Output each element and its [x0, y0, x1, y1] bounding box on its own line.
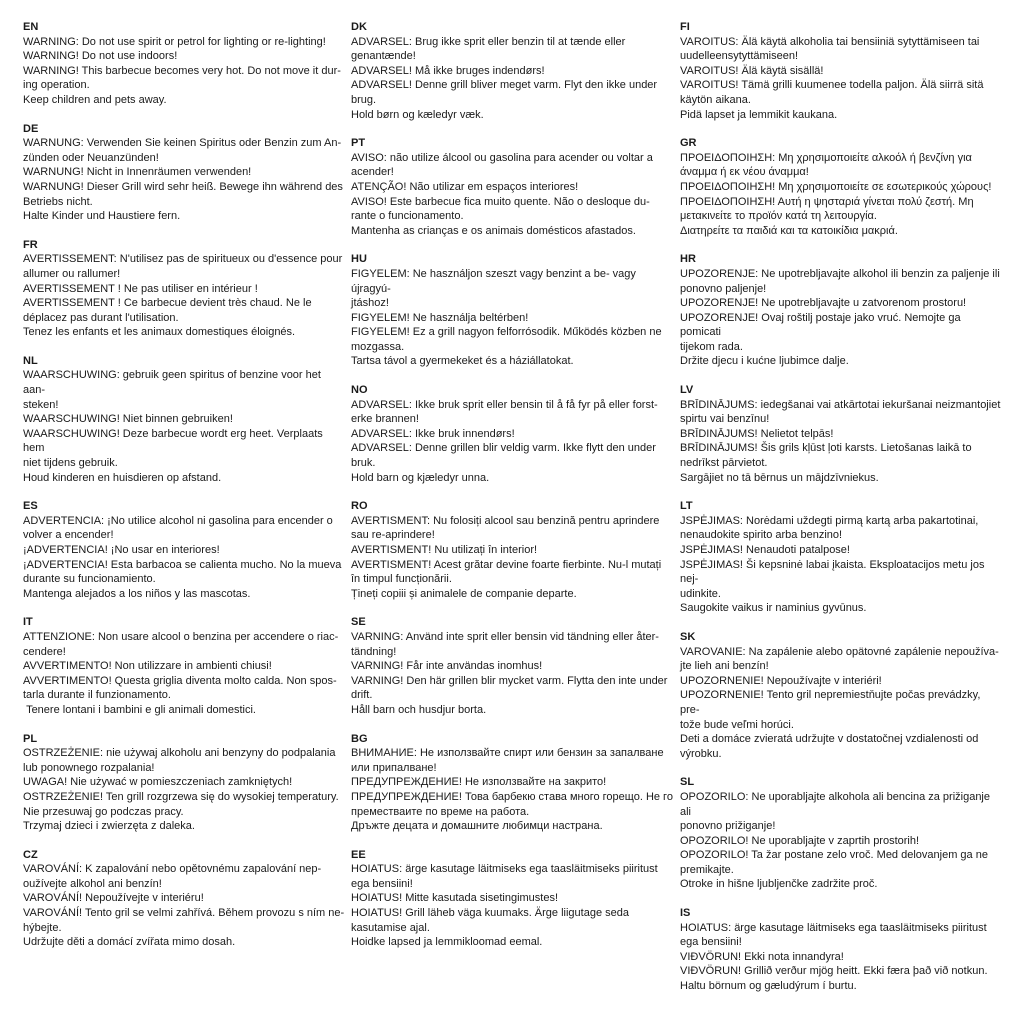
language-code: IT	[23, 616, 33, 629]
warning-line: AVERTISSEMENT ! Ce barbecue devient très chaud. Ne le déplacez pas durant l'utilisation.	[23, 297, 312, 324]
warning-line: Mantenga alejados a los niños y las mascotas.	[23, 587, 251, 600]
warning-line: ΠΡΟΕΙΔΟΠΟΙΗΣΗ! Αυτή η ψησταριά γίνεται πολύ ζεστή. Μη μετακινείτε το προϊόν κατά τη λειτουργία.	[680, 195, 974, 223]
language-code: SE	[351, 616, 366, 629]
warning-line: Keep children and pets away.	[23, 93, 167, 106]
warning-line: ATENÇÃO! Não utilizar em espaços interiores!	[351, 180, 579, 193]
language-code: IS	[680, 907, 691, 920]
warning-line: ¡ADVERTENCIA! ¡No usar en interiores!	[23, 544, 220, 556]
language-section	[680, 906, 1002, 994]
warning-line: Houd kinderen en huisdieren op afstand.	[23, 471, 222, 484]
language-code: FI	[680, 21, 690, 33]
language-code: HU	[351, 253, 367, 266]
warning-text	[351, 862, 673, 950]
warning-text	[351, 35, 673, 123]
language-section	[680, 383, 1002, 485]
warning-line: AVVERTIMENTO! Non utilizzare in ambienti chiusi!	[23, 660, 272, 673]
warning-line: Haltu börnum og gæludýrum í burtu.	[680, 980, 857, 993]
warning-line: AVERTISMENT! Acest grătar devine foarte fierbinte. Nu-l mutați în timpul funcționării.	[351, 558, 662, 586]
warning-line: ПРЕДУПРЕЖДЕНИЕ! Това барбекю става много горещо. Не го преместваите по време на работа.	[351, 790, 673, 818]
warning-line: Hoidke lapsed ja lemmikloomad eemal.	[351, 936, 543, 949]
warning-line: UPOZORNENIE! Nepoužívajte v interiéri!	[680, 674, 882, 687]
language-section	[23, 848, 345, 950]
language-section	[23, 732, 345, 834]
warning-line: AVERTISSEMENT: N'utilisez pas de spiritueux ou d'essence pour allumer ou rallumer!	[23, 253, 343, 280]
warning-line: Tartsa távol a gyermekeket és a háziállatokat.	[351, 355, 574, 368]
language-section	[680, 775, 1002, 892]
warning-text	[680, 398, 1002, 486]
language-section	[23, 238, 345, 340]
warning-line: Trzymaj dzieci i zwierzęta z daleka.	[23, 820, 195, 833]
warning-line: Țineți copiii și animalele de companie departe.	[351, 587, 577, 600]
warning-line: Udržujte děti a domácí zvířata mimo dosah.	[23, 936, 236, 949]
language-code: ES	[23, 500, 38, 513]
warning-line: VAROITUS: Älä käytä alkoholia tai bensiiniä sytyttämiseen tai uudelleensytyttämiseen!	[680, 35, 980, 63]
warning-text	[680, 267, 1002, 369]
language-section	[680, 20, 1002, 122]
warning-text	[680, 35, 1002, 123]
warning-line: OPOZORILO! Ta žar postane zelo vroč. Med delovanjem ga ne premikajte.	[680, 849, 988, 876]
warning-line: ВНИМАНИЕ: Не използвайте спирт или бензин за запалване или припалване!	[351, 747, 664, 774]
warning-line: Tenez les enfants et les animaux domestiques éloignés.	[23, 326, 296, 339]
warning-line: ADVERTENCIA: ¡No utilice alcohol ni gasolina para encender o volver a encender!	[23, 514, 333, 542]
warning-line: Pidä lapset ja lemmikit kaukana.	[680, 108, 838, 121]
warning-line: WARNING! Do not use indoors!	[23, 50, 178, 63]
warning-line: UPOZORNENIE! Tento gril nepremiestňujte počas prevádzky, pre- tože bude veľmi horúci.	[680, 689, 981, 731]
warning-line: VARNING: Använd inte sprit eller bensin vid tändning eller åter- tändning!	[351, 630, 659, 658]
language-section	[351, 383, 673, 485]
warning-text	[23, 35, 345, 108]
warning-line: Mantenha as crianças e os animais domésticos afastados.	[351, 224, 636, 237]
language-section	[23, 122, 345, 224]
language-section	[23, 20, 345, 108]
warning-line: BRĪDINĀJUMS! Šis grils kļūst ļoti karsts. Lietošanas laikā to nedrīkst pārvietot.	[680, 442, 972, 470]
warning-line: OSTRZEŻENIE! Ten grill rozgrzewa się do wysokiej temperatury. Nie przesuwaj go podczas pracy.	[23, 790, 339, 818]
warning-line: HOIATUS: ärge kasutage läitmiseks ega taasläitmiseks piiritust ega bensiini!	[351, 863, 658, 890]
warning-line: Hold barn og kjæledyr unna.	[351, 471, 490, 484]
warning-text	[23, 746, 345, 834]
warning-line: AVVERTIMENTO! Questa griglia diventa molto calda. Non spos- tarla durante il funzionamento.	[23, 674, 337, 702]
warning-line: Tenere lontani i bambini e gli animali domestici.	[23, 703, 256, 716]
warning-line: VAROITUS! Älä käytä sisällä!	[680, 64, 824, 77]
warning-line: HOIATUS! Grill läheb väga kuumaks. Ärge liigutage seda kasutamise ajal.	[351, 907, 629, 934]
warning-line: Deti a domáce zvieratá udržujte v dostatočnej vzdialenosti od výrobku.	[680, 733, 979, 760]
warning-line: Sargājiet no tā bērnus un mājdzīvniekus.	[680, 471, 879, 484]
warning-line: Držite djecu i kućne ljubimce dalje.	[680, 355, 849, 368]
warning-line: WAARSCHUWING: gebruik geen spiritus of benzine voor het aan- steken!	[23, 369, 321, 411]
warning-line: ΠΡΟΕΙΔΟΠΟΙΗΣΗ! Μη χρησιμοποιείτε σε εσωτερικούς χώρους!	[680, 180, 992, 193]
warning-line: OPOZORILO! Ne uporabljajte v zaprtih prostorih!	[680, 834, 920, 847]
language-section	[23, 499, 345, 601]
language-section	[23, 615, 345, 717]
language-code: DE	[23, 122, 39, 135]
warning-line: BRĪDINĀJUMS! Nelietot telpās!	[680, 427, 834, 440]
warning-text	[680, 645, 1002, 762]
warning-line: WARNUNG: Verwenden Sie keinen Spiritus oder Benzin zum An- zünden oder Neuanzünden!	[23, 137, 342, 164]
column-3	[680, 20, 1002, 1008]
warning-line: Дръжте децата и домашните любимци настрана.	[351, 820, 603, 833]
warning-line: AVERTISMENT: Nu folosiți alcool sau benzină pentru aprindere sau re-aprindere!	[351, 514, 660, 542]
warning-text	[351, 151, 673, 239]
language-code: SK	[680, 630, 696, 643]
language-section	[351, 615, 673, 717]
warning-line: ADVARSEL: Denne grillen blir veldig varm. Ikke flytt den under bruk.	[351, 442, 656, 470]
warning-line: JSPĖJIMAS! Ši kepsninė labai įkaista. Eksploatacijos metu jos nej- udinkite.	[680, 558, 985, 600]
warning-line: HOIATUS: ärge kasutage läitmiseks ega taasläitmiseks piiritust ega bensiini!	[680, 921, 987, 949]
language-code: RO	[351, 500, 368, 513]
warning-line: VARNING! Den här grillen blir mycket varm. Flytta den inte under drift.	[351, 674, 668, 702]
warning-line: BRĪDINĀJUMS: iedegšanai vai atkārtotai iekuršanai neizmantojiet spirtu vai benzīnu!	[680, 398, 1001, 426]
warning-line: Διατηρείτε τα παιδιά και τα κατοικίδια μακριά.	[680, 224, 898, 237]
warning-line: JSPĖJIMAS: Norėdami uždegti pirmą kartą arba pakartotinai, nenaudokite spirito arba benzino!	[680, 514, 979, 542]
warning-line: Hold børn og kæledyr væk.	[351, 108, 484, 121]
language-code: EN	[23, 21, 39, 33]
warning-line: FIGYELEM! Ez a grill nagyon felforrósodik. Működés közben ne mozgassa.	[351, 326, 662, 353]
warning-line: AVERTISMENT! Nu utilizați în interior!	[351, 544, 538, 556]
warning-line: WARNING: Do not use spirit or petrol for lighting or re-lighting!	[23, 35, 326, 48]
warning-line: ΠΡΟΕΙΔΟΠΟΙΗΣΗ: Μη χρησιμοποιείτε αλκοόλ ή βενζίνη για άναμμα ή εκ νέου άναμμα!	[680, 151, 972, 179]
warning-text	[680, 514, 1002, 616]
warning-line: FIGYELEM: Ne használjon szeszt vagy benzint a be- vagy újragyú- jtáshoz!	[351, 267, 636, 310]
language-code: LT	[680, 500, 693, 513]
warning-line: VAROITUS! Tämä grilli kuumenee todella paljon. Älä siirrä sitä käytön aikana.	[680, 79, 984, 106]
language-section	[351, 136, 673, 238]
warning-line: HOIATUS! Mitte kasutada sisetingimustes!	[351, 892, 559, 905]
language-section	[351, 848, 673, 950]
column-2	[351, 20, 673, 964]
language-section	[351, 499, 673, 601]
warning-line: UWAGA! Nie używać w pomieszczeniach zamkniętych!	[23, 776, 293, 789]
warning-text	[351, 267, 673, 369]
warning-text	[680, 790, 1002, 892]
language-section	[680, 630, 1002, 761]
warning-line: ADVARSEL: Ikke bruk innendørs!	[351, 427, 515, 440]
language-code: EE	[351, 848, 366, 861]
language-code: FR	[23, 238, 38, 251]
warning-text	[23, 368, 345, 485]
warning-text	[351, 514, 673, 602]
warning-line: VIÐVÖRUN! Ekki nota innandyra!	[680, 950, 844, 963]
language-code: CZ	[23, 848, 38, 861]
warning-line: VAROVÁNÍ: K zapalování nebo opětovnému zapalování nep- oužívejte alkohol ani benzín!	[23, 863, 322, 890]
warning-text	[680, 151, 1002, 239]
language-section	[680, 136, 1002, 238]
warning-line: AVERTISSEMENT ! Ne pas utiliser en intérieur !	[23, 282, 258, 295]
language-code: PT	[351, 137, 366, 150]
warning-line: ADVARSEL: Ikke bruk sprit eller bensin til å få fyr på eller forst- erke brannen!	[351, 398, 658, 426]
warning-line: UPOZORENJE! Ovaj roštilj postaje jako vruć. Nemojte ga pomicati tijekom rada.	[680, 311, 961, 353]
warning-line: WARNING! This barbecue becomes very hot. Do not move it dur- ing operation.	[23, 64, 341, 92]
warning-line: Halte Kinder und Haustiere fern.	[23, 210, 181, 223]
warning-line: WARNUNG! Dieser Grill wird sehr heiß. Bewege ihn während des Betriebs nicht.	[23, 180, 343, 208]
warning-text	[23, 252, 345, 340]
warning-line: AVISO: não utilize álcool ou gasolina para acender ou voltar a acender!	[351, 151, 653, 179]
warning-line: VAROVANIE: Na zapálenie alebo opätovné zapálenie nepoužíva- jte lieh ani benzín!	[680, 645, 999, 673]
language-code: DK	[351, 21, 367, 33]
warning-line: ПРЕДУПРЕЖДЕНИЕ! Не използвайте на закрито!	[351, 776, 607, 789]
language-section	[351, 732, 673, 834]
warning-line: FIGYELEM! Ne használja beltérben!	[351, 311, 529, 324]
language-code: NL	[23, 354, 38, 367]
warning-line: VARNING! Får inte användas inomhus!	[351, 660, 543, 673]
language-code: BG	[351, 732, 368, 745]
warning-line: Saugokite vaikus ir naminius gyvūnus.	[680, 602, 867, 615]
warning-line: ADVARSEL! Må ikke bruges indendørs!	[351, 64, 545, 77]
warning-line: WARNUNG! Nicht in Innenräumen verwenden!	[23, 166, 252, 179]
warning-line: Håll barn och husdjur borta.	[351, 703, 487, 716]
language-code: GR	[680, 137, 697, 150]
warning-text	[351, 630, 673, 718]
warning-line: UPOZORENJE! Ne upotrebljavajte u zatvorenom prostoru!	[680, 297, 967, 310]
warning-line: OPOZORILO: Ne uporabljajte alkohola ali bencina za prižiganje ali ponovno prižiganje!	[680, 790, 990, 833]
warning-text	[351, 398, 673, 486]
warning-line: AVISO! Este barbecue fica muito quente. Não o desloque du- rante o funcionamento.	[351, 195, 650, 223]
warning-text	[23, 136, 345, 224]
warning-line: VAROVÁNÍ! Nepoužívejte v interiéru!	[23, 892, 204, 905]
warning-line: ADVARSEL: Brug ikke sprit eller benzin til at tænde eller genantænde!	[351, 35, 626, 63]
warning-line: ¡ADVERTENCIA! Esta barbacoa se calienta mucho. No la mueva durante su funcionamiento.	[23, 558, 342, 586]
language-code: PL	[23, 732, 38, 745]
language-code: LV	[680, 384, 694, 397]
warning-text	[23, 862, 345, 950]
warning-text	[680, 921, 1002, 994]
warning-line: WAARSCHUWING! Deze barbecue wordt erg heet. Verplaats hem niet tijdens gebruik.	[23, 427, 323, 470]
warning-line: VIÐVÖRUN! Grillið verður mjög heitt. Ekki færa það við notkun.	[680, 965, 988, 978]
warning-text	[23, 630, 345, 718]
warning-text	[351, 746, 673, 834]
warning-line: WAARSCHUWING! Niet binnen gebruiken!	[23, 413, 233, 426]
language-section	[23, 354, 345, 485]
warning-line: OSTRZEŻENIE: nie używaj alkoholu ani benzyny do podpalania lub ponownego rozpalania!	[23, 747, 336, 774]
language-code: NO	[351, 384, 368, 397]
warning-line: ATTENZIONE: Non usare alcool o benzina per accendere o riac- cendere!	[23, 630, 339, 658]
language-section	[680, 252, 1002, 369]
language-section	[680, 499, 1002, 616]
warning-line: VAROVÁNÍ! Tento gril se velmi zahřívá. Během provozu s ním ne- hýbejte.	[23, 907, 345, 934]
warning-line: UPOZORENJE: Ne upotrebljavajte alkohol ili benzin za paljenje ili ponovno paljenje!	[680, 267, 1000, 295]
warning-line: ADVARSEL! Denne grill bliver meget varm. Flyt den ikke under brug.	[351, 79, 658, 106]
column-1	[23, 20, 345, 964]
language-section	[351, 20, 673, 122]
language-section	[351, 252, 673, 369]
language-code: HR	[680, 253, 696, 266]
language-code: SL	[680, 776, 695, 789]
warning-line: Otroke in hišne ljubljenčke zadržite proč.	[680, 878, 878, 891]
warning-text	[23, 514, 345, 602]
warning-line: JSPĖJIMAS! Nenaudoti patalpose!	[680, 544, 850, 556]
